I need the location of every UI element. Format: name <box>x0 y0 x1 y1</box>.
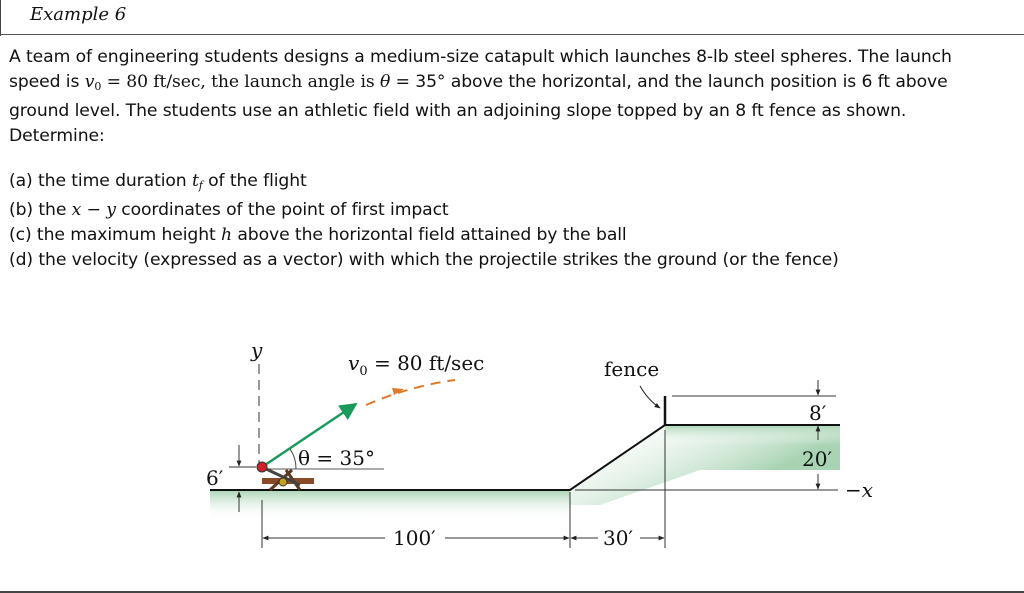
fence-label: fence <box>604 357 660 381</box>
upper-ground <box>665 425 840 445</box>
math-sub-f: f <box>198 179 203 192</box>
field-ground <box>210 490 570 520</box>
y-axis-label: y <box>251 338 263 362</box>
problem-line-1: A team of engineering students designs a medium-size catapult which launches 8-lb steel spheres. The launch <box>9 47 952 67</box>
fence-height-label: 8′ <box>809 401 827 425</box>
text-span: (c) the maximum height <box>9 225 222 245</box>
text-span: coordinates of the point of first impact <box>115 200 449 220</box>
dashed-trajectory <box>366 380 455 405</box>
problem-line-4: Determine: <box>9 126 105 146</box>
velocity-label: $v_0 = 80$ ft/sec <box>348 351 485 379</box>
math-h: h <box>221 225 232 245</box>
math-v: v <box>84 72 95 92</box>
text-span: (a) the time duration <box>9 171 192 191</box>
field-length-label: 100′ <box>393 526 436 550</box>
math-t: t <box>191 171 199 191</box>
angle-arc <box>290 449 296 469</box>
x-axis-label: −x <box>845 478 874 502</box>
math-xy: x − y <box>71 200 116 220</box>
problem-line-3: ground level. The students use an athletic field with an adjoining slope topped by an 8 ft fence as shown. <box>9 101 907 121</box>
text-span: = 35° above the horizontal, and the launch position is 6 ft above <box>390 72 948 92</box>
text-span: of the flight <box>202 171 307 191</box>
slope-rise-label: 20′ <box>802 447 832 471</box>
fence-leader <box>640 386 660 408</box>
text-span: above the horizontal field attained by the ball <box>232 225 627 245</box>
math-theta: θ <box>379 72 391 92</box>
launch-height-label: 6′ <box>206 466 224 490</box>
slope-run-label: 30′ <box>603 526 633 550</box>
example-title: Example 6 <box>30 4 127 25</box>
text-span: = 80 ft/sec, the launch angle is <box>101 72 380 92</box>
math-sub-0: 0 <box>94 80 102 93</box>
text-span: speed is <box>9 72 85 92</box>
text-span: (b) the <box>9 200 72 220</box>
question-d: (d) the velocity (expressed as a vector) with which the projectile strikes the ground (or the fence) <box>9 250 839 270</box>
angle-label: θ = 35° <box>298 446 375 470</box>
